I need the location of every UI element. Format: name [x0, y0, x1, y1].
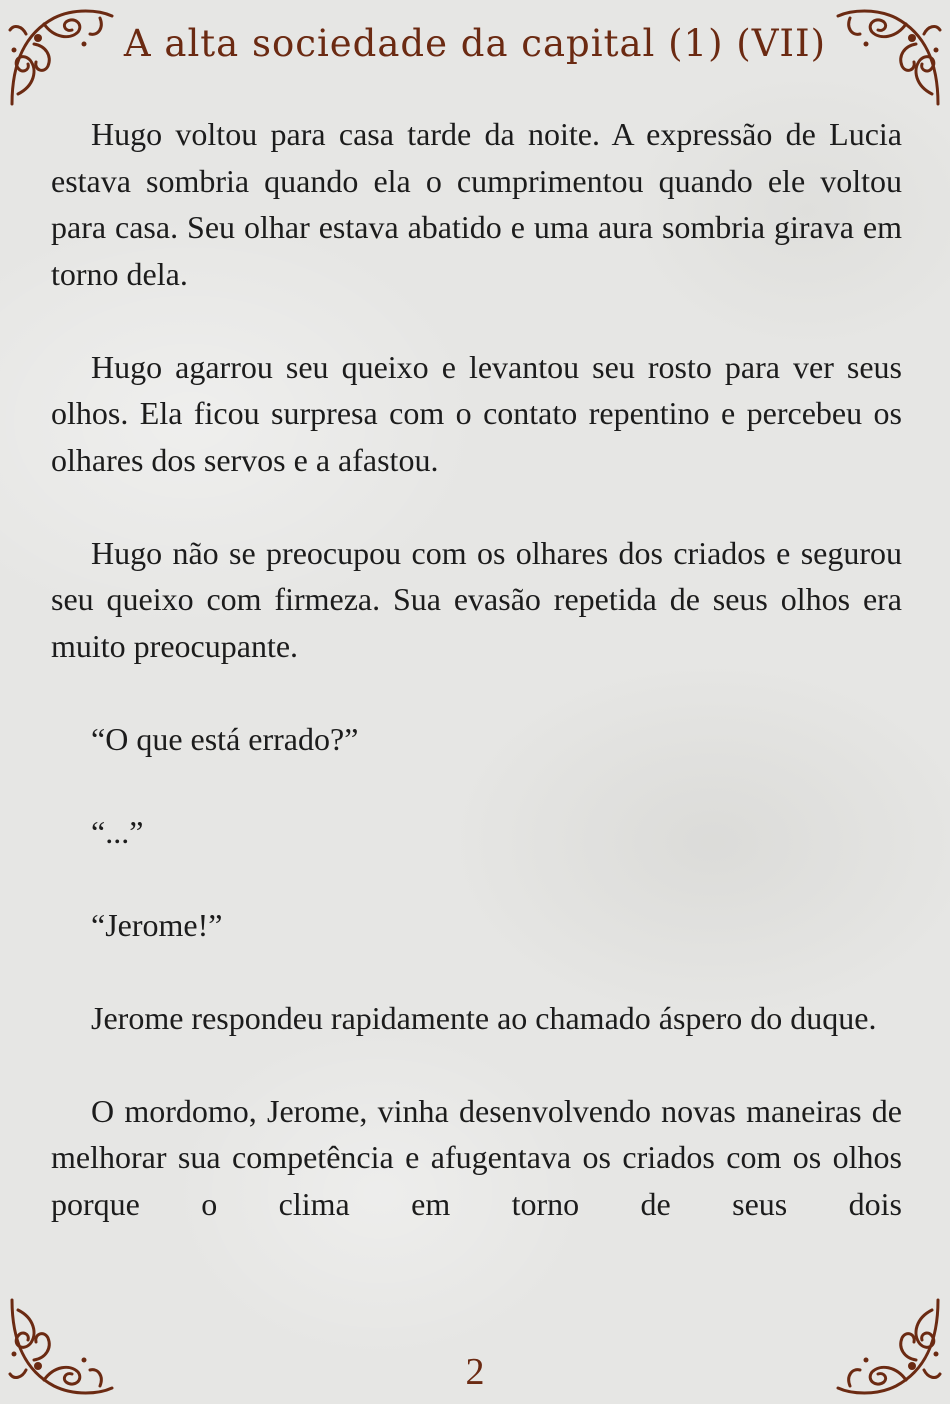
chapter-body	[51, 111, 902, 1227]
page-number: 2	[465, 1351, 485, 1393]
paragraph: O mordomo, Jerome, vinha desenvolvendo novas maneiras de melhorar sua competência e afugentava os criados com os olhos porque o clima em torno de seus dois	[51, 1092, 902, 1222]
dialogue-line: “...”	[91, 813, 144, 850]
dialogue-line: “O que está errado?”	[91, 720, 359, 757]
dialogue-line: “Jerome!”	[91, 906, 223, 943]
paragraph: Jerome respondeu rapidamente ao chamado áspero do duque.	[91, 999, 877, 1036]
chapter-title: A alta sociedade da capital (1) (VII)	[123, 22, 827, 65]
paragraph: Hugo agarrou seu queixo e levantou seu rosto para ver seus olhos. Ela ficou surpresa com o contato repentino e percebeu os olhares dos servos e a afastou.	[51, 348, 902, 478]
paragraph: Hugo voltou para casa tarde da noite. A expressão de Lucia estava sombria quando ela o cumprimentou quando ele voltou para casa. Seu olhar estava abatido e uma aura sombria girava em torno dela.	[51, 116, 902, 292]
paragraph: Hugo não se preocupou com os olhares dos criados e segurou seu queixo com firmeza. Sua evasão repetida de seus olhos era muito preocupante.	[51, 534, 902, 664]
